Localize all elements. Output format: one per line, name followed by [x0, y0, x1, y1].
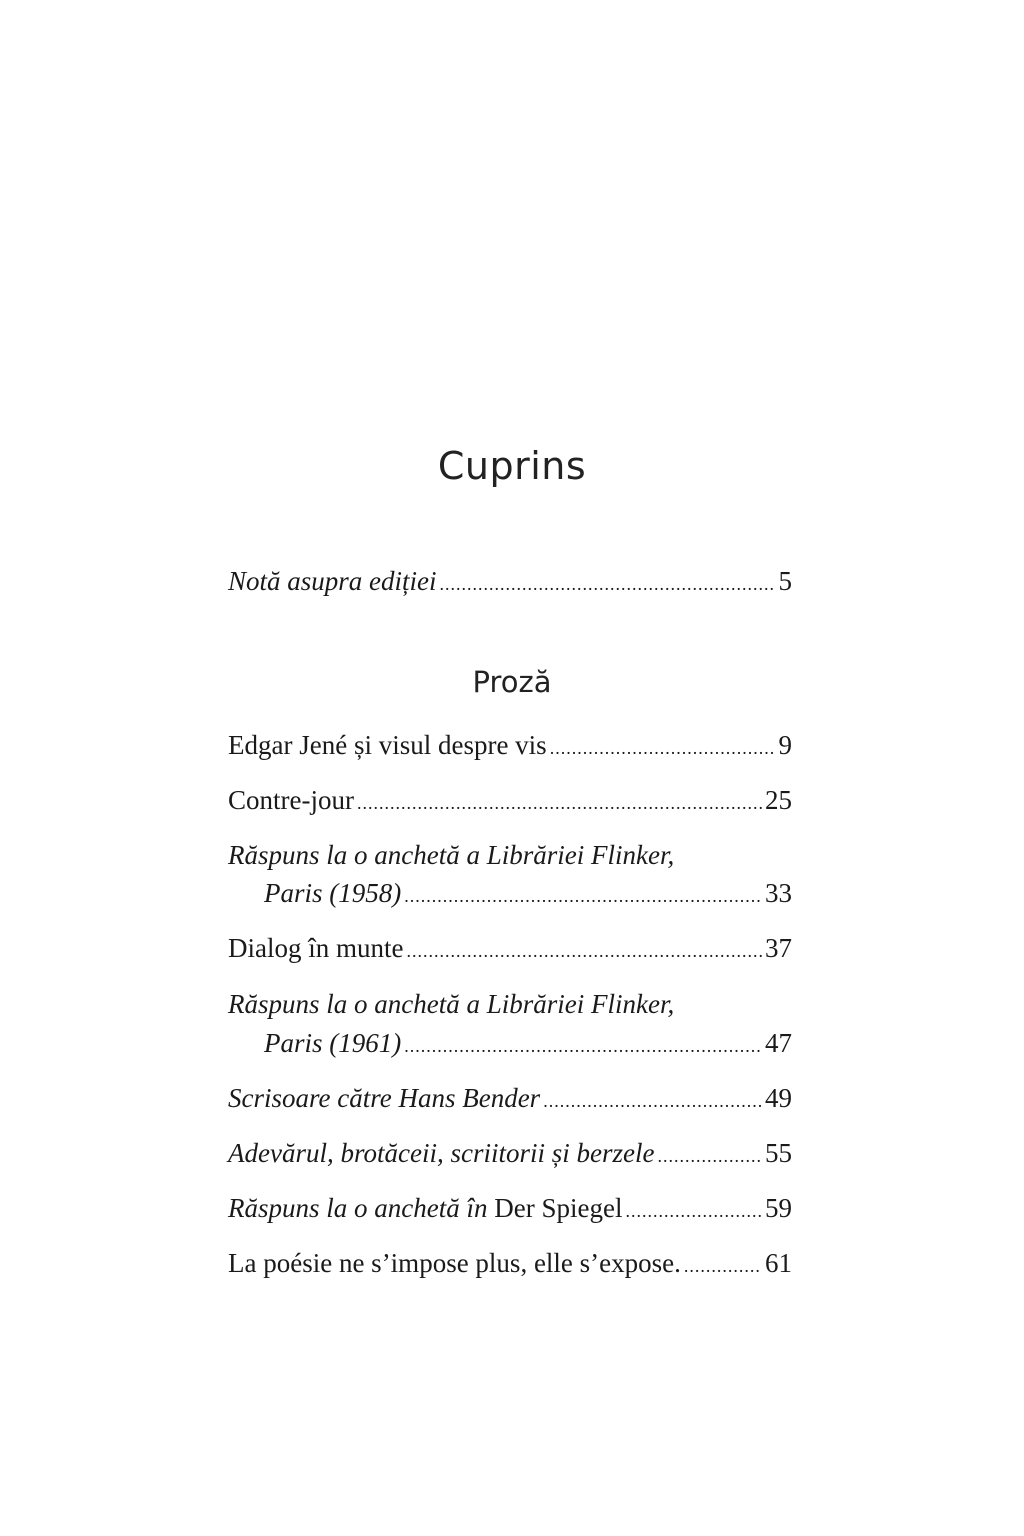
- toc-page-number: 47: [765, 1028, 792, 1058]
- dot-leader: [404, 1026, 762, 1066]
- toc-page-number: 33: [765, 878, 792, 908]
- toc-entry-title-roman-part: Der Spiegel: [487, 1193, 623, 1223]
- page-title: Cuprins: [437, 444, 587, 488]
- dot-leader: [625, 1191, 762, 1231]
- toc-entry-title-line2: Paris (1961): [264, 1028, 402, 1058]
- toc-entry[interactable]: [264, 1023, 792, 1063]
- toc-entry-title-line1[interactable]: Răspuns la o anchetă a Librăriei Flinker,: [228, 989, 675, 1019]
- dot-leader: [404, 876, 762, 916]
- toc-entry[interactable]: [228, 1133, 792, 1173]
- toc-page-number: 55: [765, 1138, 792, 1168]
- toc-page-number: 61: [765, 1248, 792, 1278]
- dot-leader: [357, 783, 762, 823]
- toc-page-number: 49: [765, 1083, 792, 1113]
- toc-page-number: 37: [765, 933, 792, 963]
- toc-page-number: 5: [778, 566, 792, 596]
- toc-entry[interactable]: [228, 1243, 792, 1283]
- toc-entry[interactable]: [228, 928, 792, 968]
- toc-entry[interactable]: [228, 1078, 792, 1118]
- toc-entry-title: Scrisoare către Hans Bender: [228, 1083, 541, 1113]
- toc-entry-title-line2: Paris (1958): [264, 878, 402, 908]
- toc-entry[interactable]: [228, 780, 792, 820]
- dot-leader: [406, 931, 762, 971]
- dot-leader: [684, 1246, 762, 1286]
- toc-entry-title: Adevărul, brotăceii, scriitorii și berzele: [228, 1138, 655, 1168]
- section-title: Proză: [472, 665, 552, 699]
- toc-page-number: 9: [778, 730, 792, 760]
- toc-entry-title-line1[interactable]: Răspuns la o anchetă a Librăriei Flinker,: [228, 840, 675, 870]
- dot-leader: [550, 728, 776, 768]
- toc-entry-title-italic-part: Răspuns la o anchetă în: [228, 1193, 488, 1223]
- toc-entry-title: La poésie ne s’impose plus, elle s’expose.: [228, 1248, 681, 1278]
- dot-leader: [543, 1081, 762, 1121]
- toc-page-number: 59: [765, 1193, 792, 1223]
- toc-entry-title: Dialog în munte: [228, 933, 404, 963]
- toc-page-number: 25: [765, 785, 792, 815]
- toc-entry-title: Notă asupra ediției: [228, 566, 437, 596]
- toc-entry[interactable]: [264, 873, 792, 913]
- toc-entry-nota[interactable]: [228, 561, 792, 601]
- toc-entry[interactable]: [228, 725, 792, 765]
- toc-entry-title: Edgar Jené și visul despre vis: [228, 730, 547, 760]
- dot-leader: [657, 1136, 762, 1176]
- toc-entry[interactable]: [228, 1188, 792, 1228]
- dot-leader: [440, 564, 776, 604]
- toc-entry-title: Contre-jour: [228, 785, 354, 815]
